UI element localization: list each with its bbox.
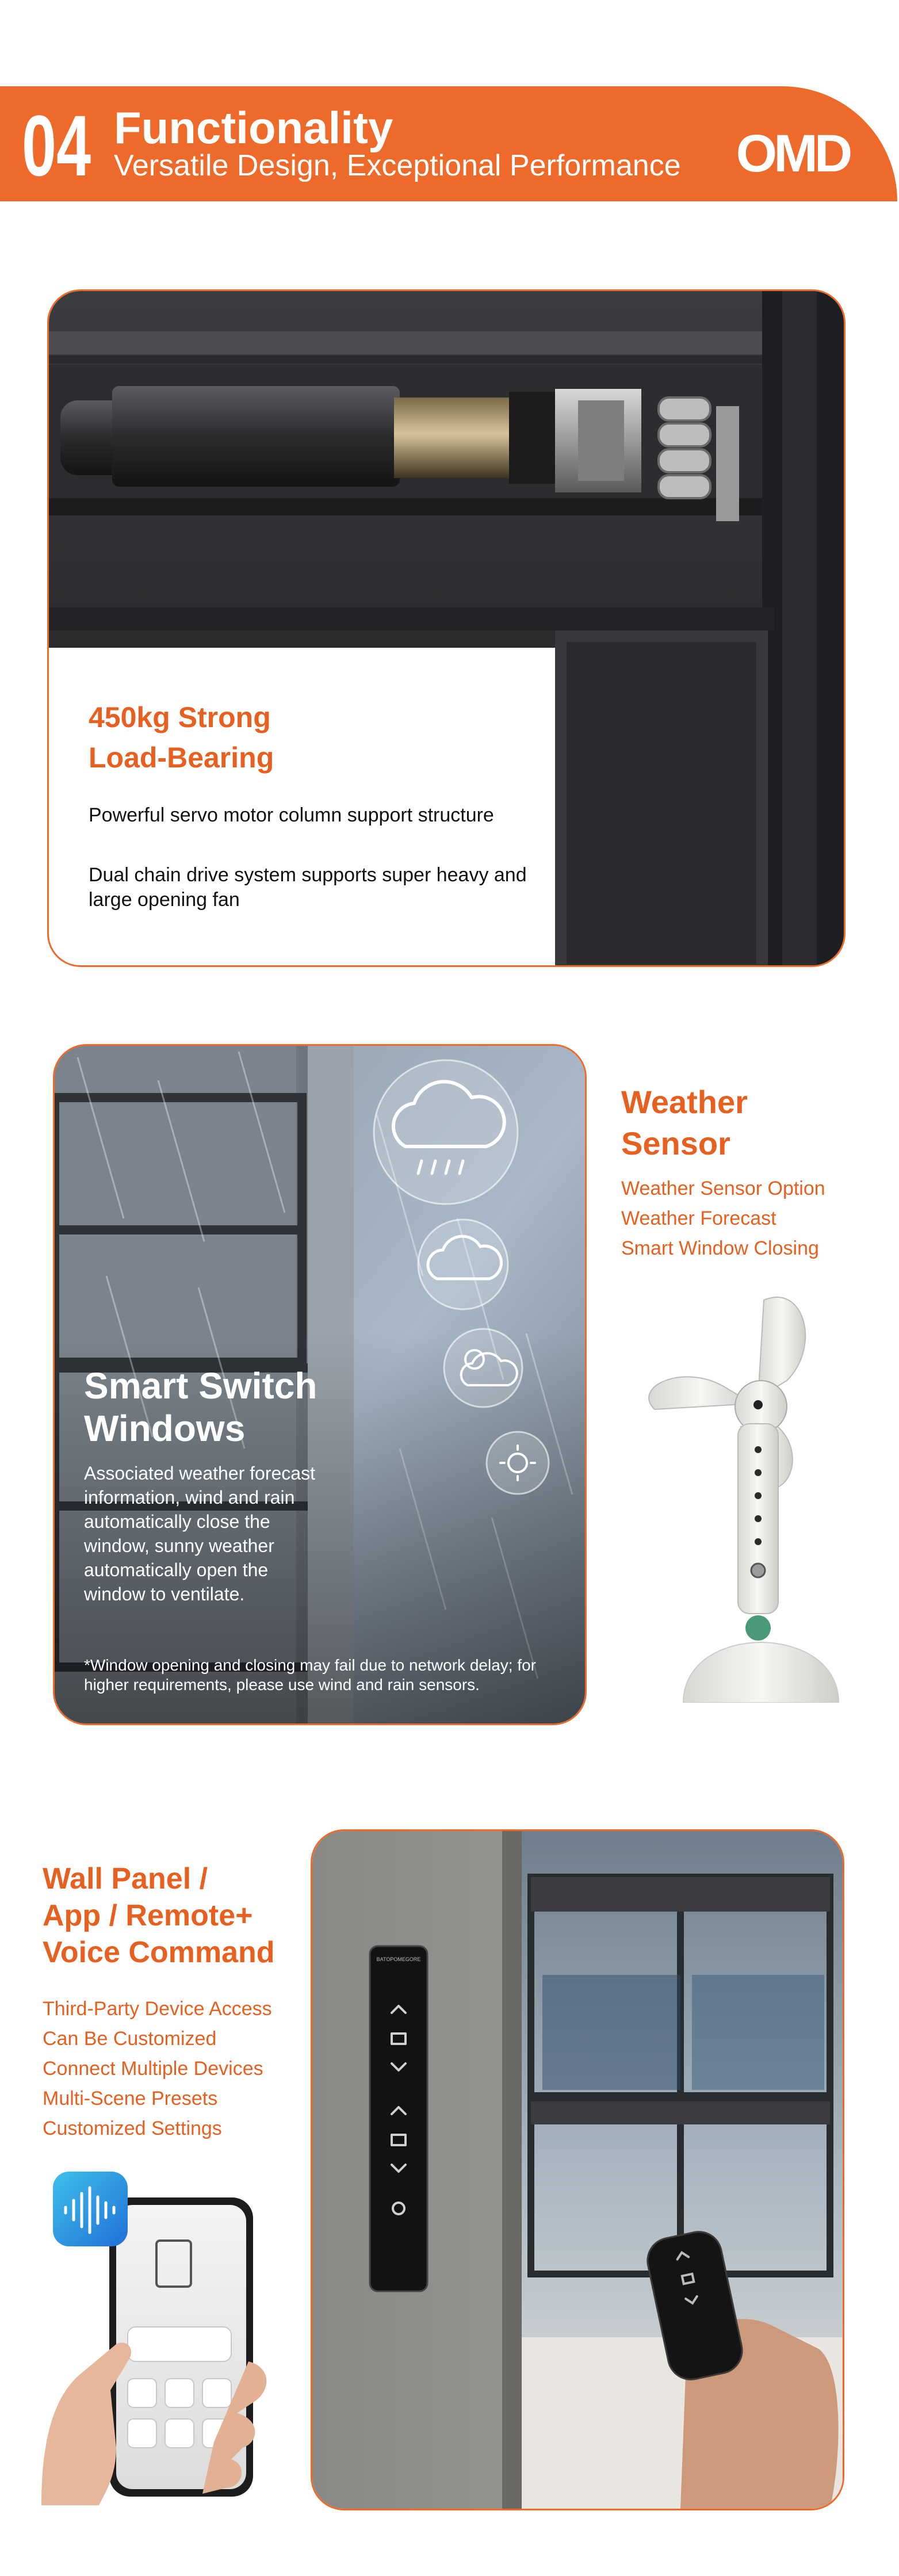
- load-bearing-title-line2: Load-Bearing: [89, 742, 274, 774]
- load-bearing-title-line1: 450kg Strong: [89, 701, 271, 733]
- control-item: Can Be Customized: [43, 2028, 217, 2050]
- smart-switch-title: [84, 1365, 429, 1450]
- svg-text:OMD: OMD: [736, 128, 850, 179]
- voice-wave-icon: [53, 2172, 128, 2246]
- phone-app-image: [30, 2172, 283, 2505]
- weather-sensor-title: [621, 1081, 851, 1164]
- smart-switch-title-line2: Windows: [84, 1408, 246, 1449]
- load-bearing-text-2: Dual chain drive system supports super heavy and large opening fan: [89, 864, 527, 911]
- weather-sensor-title-line2: Sensor: [621, 1125, 730, 1161]
- partly-sunny-icon: [444, 1329, 522, 1407]
- control-item: Multi-Scene Presets: [43, 2088, 218, 2109]
- weather-sensor-image: [620, 1277, 873, 1703]
- control-item: Connect Multiple Devices: [43, 2058, 263, 2080]
- smart-switch-text: Associated weather forecast information, wind and rain automatically close the window, sunny weather automatically open the window to ventilate.: [84, 1463, 315, 1604]
- smart-switch-note: *Window opening and closing may fail due to network delay; for higher requirements, please use wind and rain sensors.: [84, 1656, 536, 1694]
- smart-switch-title-line1: Smart Switch: [84, 1365, 317, 1407]
- weather-sensor-item: Weather Sensor Option: [621, 1178, 825, 1199]
- page-title: Functionality: [114, 102, 393, 153]
- control-title-line3: Voice Command: [43, 1936, 275, 1969]
- control-title-line2: App / Remote+: [43, 1899, 253, 1932]
- weather-sensor-item: Weather Forecast: [621, 1207, 776, 1229]
- control-title: [43, 1860, 319, 1971]
- control-item: Customized Settings: [43, 2118, 222, 2139]
- wall-panel-card: [311, 1829, 844, 2510]
- load-bearing-title: [89, 697, 491, 778]
- section-number: 04: [22, 97, 91, 194]
- cloud-rain-icon: [374, 1060, 518, 1204]
- omd-logo: [724, 128, 862, 179]
- wall-panel-photo: [312, 1831, 843, 2509]
- page-subtitle: Versatile Design, Exceptional Performance: [114, 149, 681, 182]
- weather-sensor-item: Smart Window Closing: [621, 1237, 819, 1259]
- svg-text:BATOPOMEGORE: BATOPOMEGORE: [376, 1956, 421, 1962]
- control-item: Third-Party Device Access: [43, 1998, 272, 2020]
- weather-sensor-title-line1: Weather: [621, 1084, 748, 1120]
- cloud-icon: [418, 1220, 508, 1309]
- wall-control-panel: [370, 1946, 427, 2291]
- load-bearing-text-1: Powerful servo motor column support structure: [89, 804, 494, 826]
- sun-icon: [487, 1432, 549, 1494]
- control-title-line1: Wall Panel /: [43, 1862, 208, 1895]
